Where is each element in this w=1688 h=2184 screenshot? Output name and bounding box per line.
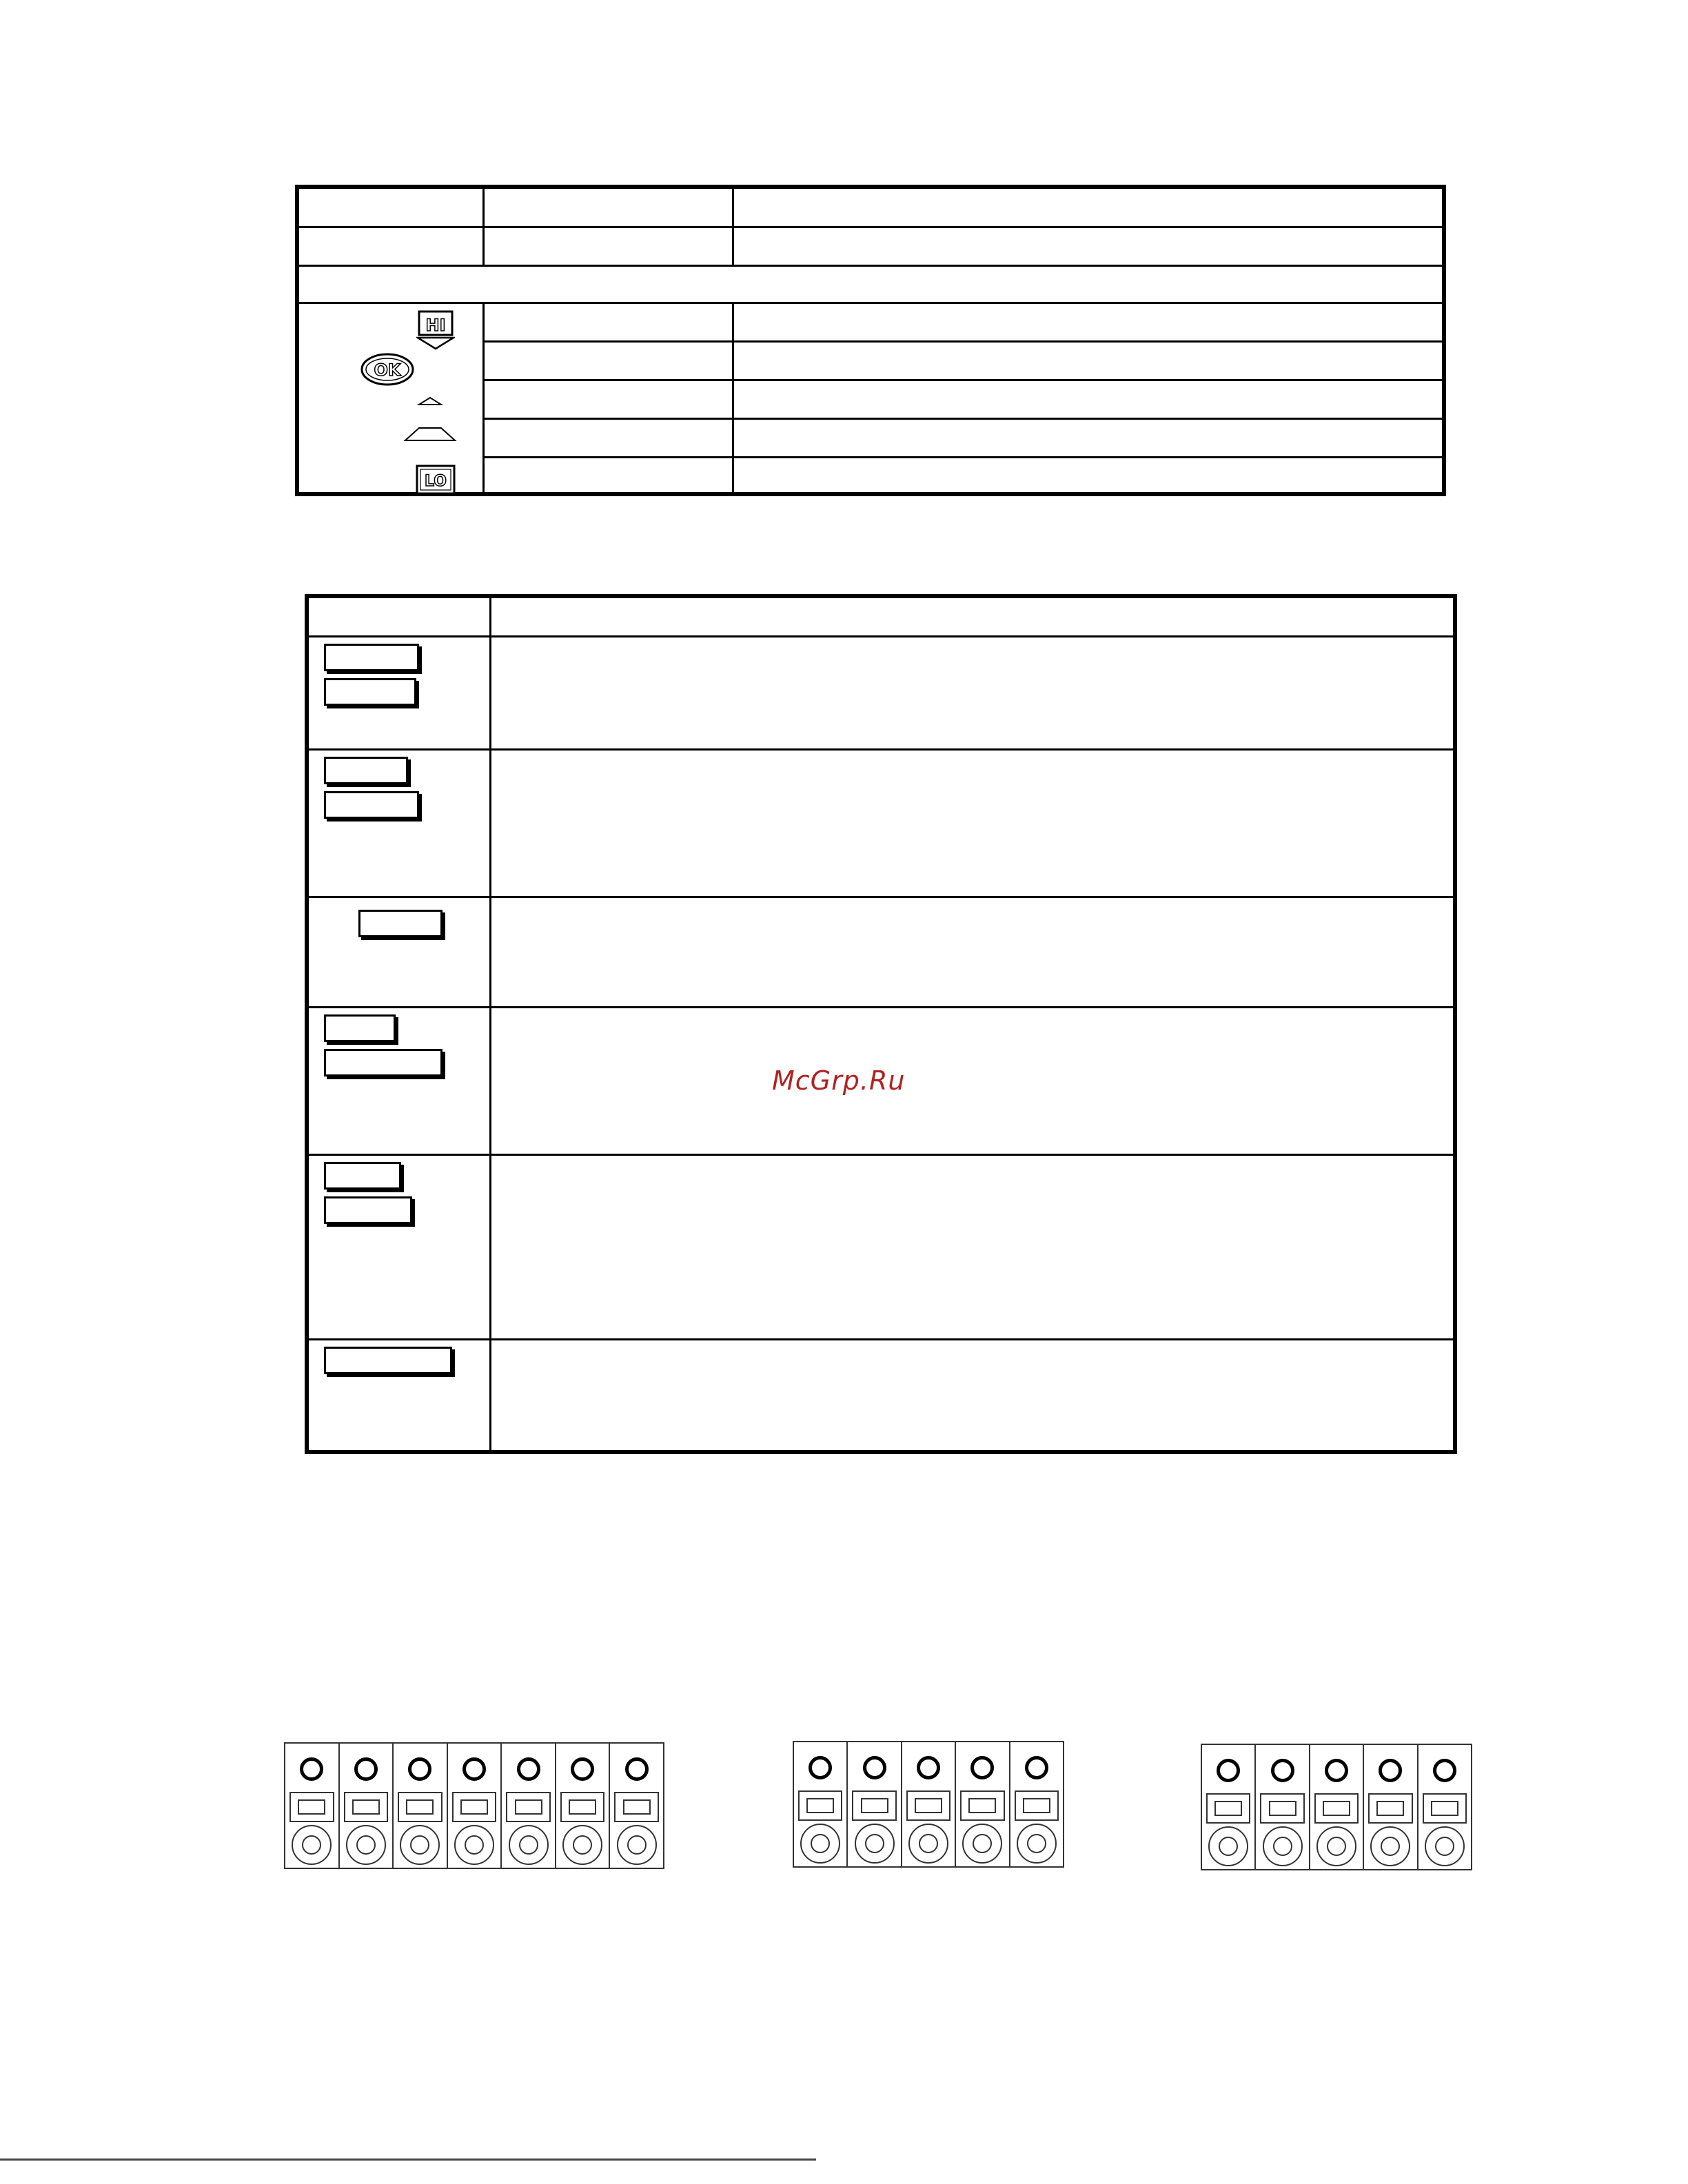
table1-row-divider [482, 340, 1442, 343]
large-trapezoid-up-icon [403, 426, 458, 442]
terminal [285, 1744, 340, 1868]
indicator-table [295, 185, 1446, 496]
terminal [394, 1744, 448, 1868]
key-button-row4-a [324, 1014, 396, 1042]
screw-head-icon [625, 1757, 649, 1781]
table1-row-divider [299, 302, 1442, 304]
table1-col-divider [482, 189, 485, 265]
screw-head-icon [970, 1756, 994, 1779]
terminal [1310, 1745, 1364, 1869]
wire-slot [852, 1790, 896, 1821]
terminal [1364, 1745, 1418, 1869]
watermark-text: McGrp.Ru [772, 1065, 906, 1096]
svg-text:LO: LO [425, 473, 447, 490]
terminal-ring-icon [346, 1825, 386, 1865]
terminal-ring-icon [1370, 1826, 1410, 1866]
terminal-ring-icon [800, 1824, 840, 1864]
terminal [1202, 1745, 1256, 1869]
terminal [794, 1742, 848, 1866]
screw-head-icon [1325, 1759, 1348, 1782]
wire-slot [960, 1790, 1004, 1821]
terminal [1256, 1745, 1310, 1869]
key-button-row6-a [324, 1347, 452, 1374]
table1-row-divider [482, 379, 1442, 381]
wire-slot [1260, 1793, 1304, 1824]
wire-slot [1015, 1790, 1059, 1821]
hi-arrow-icon [416, 310, 455, 351]
screw-head-icon [1025, 1756, 1048, 1779]
wire-slot [1423, 1793, 1467, 1824]
terminal-ring-icon [400, 1825, 440, 1865]
svg-text:OK: OK [374, 360, 401, 380]
terminal-ring-icon [1316, 1826, 1356, 1866]
terminal-ring-icon [1208, 1826, 1248, 1866]
key-button-row1-b [324, 678, 416, 706]
screw-head-icon [863, 1756, 886, 1779]
wire-slot [398, 1792, 443, 1822]
key-button-row4-b [324, 1049, 443, 1076]
screw-head-icon [1217, 1759, 1240, 1782]
screw-head-icon [517, 1757, 540, 1781]
table1-row-divider [482, 456, 1442, 458]
terminal [340, 1744, 394, 1868]
screw-head-icon [1433, 1759, 1456, 1782]
terminal [502, 1744, 556, 1868]
wire-slot [289, 1792, 334, 1822]
table2-row-divider [309, 748, 1453, 751]
terminal [1010, 1742, 1063, 1866]
screw-head-icon [571, 1757, 594, 1781]
key-button-row2-a [324, 757, 408, 784]
table2-row-divider [309, 635, 1453, 637]
terminal-block-5b [1201, 1744, 1472, 1870]
wire-slot [614, 1792, 659, 1822]
table2-row-divider [309, 1338, 1453, 1340]
terminal [556, 1744, 611, 1868]
screw-head-icon [1379, 1759, 1402, 1782]
terminal-ring-icon [908, 1824, 948, 1864]
terminal [610, 1744, 663, 1868]
svg-text:HI: HI [425, 316, 446, 335]
wire-slot [344, 1792, 389, 1822]
terminal-ring-icon [509, 1825, 549, 1865]
terminal-ring-icon [1425, 1826, 1465, 1866]
wire-slot [1314, 1793, 1359, 1824]
footer-divider [0, 2159, 816, 2161]
terminal-ring-icon [1263, 1826, 1303, 1866]
table1-row-divider [482, 418, 1442, 420]
terminal-ring-icon [855, 1824, 895, 1864]
terminal-ring-icon [962, 1824, 1002, 1864]
screw-head-icon [462, 1757, 486, 1781]
key-button-row3-a [358, 910, 443, 937]
wire-slot [906, 1790, 950, 1821]
small-triangle-up-icon [416, 396, 444, 407]
terminal [902, 1742, 956, 1866]
terminal-ring-icon [1017, 1824, 1057, 1864]
table1-col-divider [732, 189, 734, 265]
key-button-row5-b [324, 1196, 412, 1224]
wire-slot [1206, 1793, 1250, 1824]
screw-head-icon [300, 1757, 323, 1781]
terminal-ring-icon [292, 1825, 332, 1865]
screw-head-icon [408, 1757, 431, 1781]
terminal [956, 1742, 1010, 1866]
table2-row-divider [309, 1006, 1453, 1008]
wire-slot [560, 1792, 605, 1822]
wire-slot [506, 1792, 551, 1822]
key-button-row2-b [324, 791, 419, 819]
wire-slot [798, 1790, 842, 1821]
terminal-ring-icon [454, 1825, 494, 1865]
ok-oval-icon [360, 351, 415, 387]
table1-col-divider [732, 302, 734, 492]
screw-head-icon [917, 1756, 940, 1779]
terminal-ring-icon [562, 1825, 602, 1865]
key-button-row5-a [324, 1162, 401, 1190]
screw-head-icon [809, 1756, 832, 1779]
screw-head-icon [1271, 1759, 1294, 1782]
table1-col-divider [482, 302, 485, 492]
terminal-block-5a [793, 1741, 1064, 1868]
terminal-ring-icon [617, 1825, 657, 1865]
table2-col-divider [489, 598, 491, 1450]
screw-head-icon [354, 1757, 378, 1781]
table1-row-divider [299, 226, 1442, 228]
terminal [448, 1744, 502, 1868]
terminal [848, 1742, 902, 1866]
key-button-row1-a [324, 644, 419, 671]
table2-row-divider [309, 1154, 1453, 1156]
table2-row-divider [309, 896, 1453, 898]
wire-slot [452, 1792, 497, 1822]
wire-slot [1368, 1793, 1412, 1824]
table1-row-divider [299, 265, 1442, 267]
key-function-table [305, 594, 1457, 1454]
terminal-block-7 [284, 1742, 664, 1869]
lo-box-icon [415, 463, 456, 496]
terminal [1418, 1745, 1471, 1869]
